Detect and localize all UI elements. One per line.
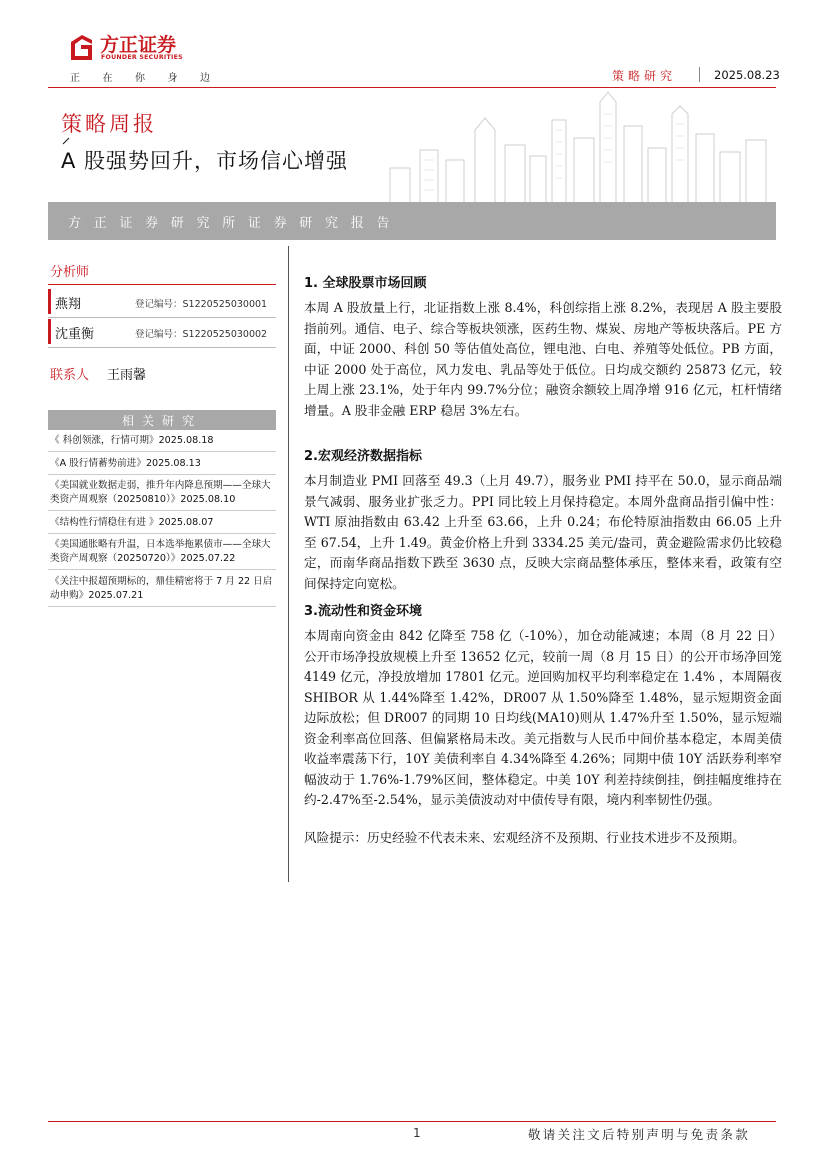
risk-warning: 风险提示：历史经验不代表未来、宏观经济不及预期、行业技术进步不及预期。 bbox=[304, 830, 745, 845]
header-separator bbox=[699, 67, 700, 82]
contact-name: 王雨馨 bbox=[107, 368, 147, 383]
analyst-name: 沈重衡 bbox=[55, 327, 95, 342]
related-research-link[interactable]: 《结构性行情稳住有进 》2025.08.07 bbox=[50, 517, 214, 528]
analyst-registration: 登记编号：S1220525030001 bbox=[135, 299, 268, 310]
city-skyline-illustration bbox=[380, 90, 776, 202]
company-logo bbox=[68, 30, 198, 72]
column-divider bbox=[288, 246, 289, 882]
analyst-row bbox=[48, 289, 276, 314]
report-category: 策略研究 bbox=[612, 69, 677, 83]
logo-english-name: FOUNDER SECURITIES bbox=[101, 54, 183, 61]
report-type: 策略周报 bbox=[61, 112, 157, 136]
related-divider bbox=[48, 569, 276, 570]
header-divider bbox=[48, 87, 776, 88]
related-divider bbox=[48, 451, 276, 452]
section-paragraph: 本月制造业 PMI 回落至 49.3（上月 49.7），服务业 PMI 持平在 50.0，显示商品端景气减弱、服务业扩张乏力。PPI 同比较上月保持稳定。本周外盘商品指引偏中性：WTI 原油指数由 63.42 上升至 63.66，上升 0.24；布伦特原油指数由 66.05 上升至 67.54，上升 1.49。黄金价格上升到 3334.25 美元/盎司，黄金避险需求仍比较稳定，而南华商品指数下跌至 3630 点，反映大宗商品整体承压，整体来看，政策有空间保持定向宽松。 bbox=[304, 473, 782, 591]
analyst-name: 燕翔 bbox=[55, 297, 82, 312]
related-research-link[interactable]: 《A 股行情蓄势前进》2025.08.13 bbox=[50, 458, 201, 469]
section-heading: 3.流动性和资金环境 bbox=[304, 604, 422, 619]
section-heading: 2.宏观经济数据指标 bbox=[304, 449, 422, 464]
logo-chinese-name: 方正证券 bbox=[100, 34, 177, 56]
analyst-heading: 分析师 bbox=[50, 265, 90, 280]
section-paragraph: 本周 A 股放量上行，北证指数上涨 8.4%，科创综指上涨 8.2%，表现居 A 股主要股指前列。通信、电子、综合等板块领涨，医药生物、煤炭、房地产等板块落后。PE 方面，中证 2000、科创 50 等估值处高位，锂电池、白电、养殖等处低位。PB 方面，中证 2000 处于高位，风力发电、乳品等处于低位。日均成交额约 25873 亿元，较上周上涨 23.1%，处于年内 99.7%分位；融资余额较上周净增 916 亿元，杠杆情绪增量。A 股非金融 ERP 稳居 3%左右。 bbox=[304, 300, 782, 418]
report-date: 2025.08.23 bbox=[714, 68, 780, 82]
section-heading: 1. 全球股票市场回顾 bbox=[304, 276, 427, 291]
report-title: A 股强势回升，市场信心增强 bbox=[61, 149, 349, 173]
analyst-marker bbox=[48, 319, 51, 344]
related-research-link[interactable]: 《关注中报超预期标的，鼎佳精密将于 7 月 22 日启动申购》2025.07.21 bbox=[50, 576, 273, 601]
footer-divider bbox=[48, 1121, 776, 1122]
contact-label: 联系人 bbox=[50, 368, 90, 383]
analyst-row-divider bbox=[48, 317, 276, 318]
related-divider bbox=[48, 533, 276, 534]
analyst-row-divider bbox=[48, 347, 276, 348]
section-paragraph: 本周南向资金由 842 亿降至 758 亿（-10%），加仓动能减速；本周（8 月 22 日）公开市场净投放规模上升至 13652 亿元，较前一周（8 月 15 日）的公开市场净回笼 4149 亿元，净投放增加 17801 亿元。逆回购加权平均利率稳定在 1.4% ，本周隔夜 SHIBOR 从 1.44%降至 1.42%，DR007 从 1.50%降至 1.48%，显示短期资金面边际放松；但 DR007 的同期 10 日均线(MA10)则从 1.47%升至 1.50%，显示短端资金利率高位回落、但偏紧格局未改。美元指数与人民币中间价基本稳定，本周美债收益率震荡下行，10Y 美债利率自 4.34%降至 4.26%；同期中债 10Y 活跃券利率窄幅波动于 1.76%-1.79%区间，整体稳定。中美 10Y 利差持续倒挂，倒挂幅度维持在约-2.47%至-2.54%，显示美债波动对中债传导有限，境内利率韧性仍强。 bbox=[304, 628, 782, 807]
related-divider bbox=[48, 510, 276, 511]
disclaimer-notice: 敬请关注文后特别声明与免责条款 bbox=[528, 1127, 751, 1142]
page-number: 1 bbox=[413, 1126, 421, 1140]
analyst-registration: 登记编号：S1220525030002 bbox=[135, 329, 268, 340]
related-divider bbox=[48, 606, 276, 607]
slogan: 正在你身边 bbox=[70, 73, 233, 84]
related-research-heading: 相关研究 bbox=[121, 414, 202, 428]
related-divider bbox=[48, 474, 276, 475]
analyst-marker bbox=[48, 289, 51, 314]
analyst-divider bbox=[48, 284, 276, 285]
related-research-link[interactable]: 《 科创领涨，行情可期》2025.08.18 bbox=[50, 435, 214, 446]
related-research-link[interactable]: 《美国就业数据走弱，推升年内降息预期——全球大类资产周观察（20250810）》2025.08.10 bbox=[50, 480, 271, 505]
institute-name: 方正证券研究所证券研究报告 bbox=[68, 216, 403, 231]
analyst-row bbox=[48, 319, 276, 344]
related-research-link[interactable]: 《美国通胀略有升温，日本选举拖累债市——全球大类资产周观察（20250720）》2025.07.22 bbox=[50, 539, 271, 564]
title-tick-icon bbox=[62, 137, 70, 145]
logo-mark-icon bbox=[68, 32, 94, 60]
